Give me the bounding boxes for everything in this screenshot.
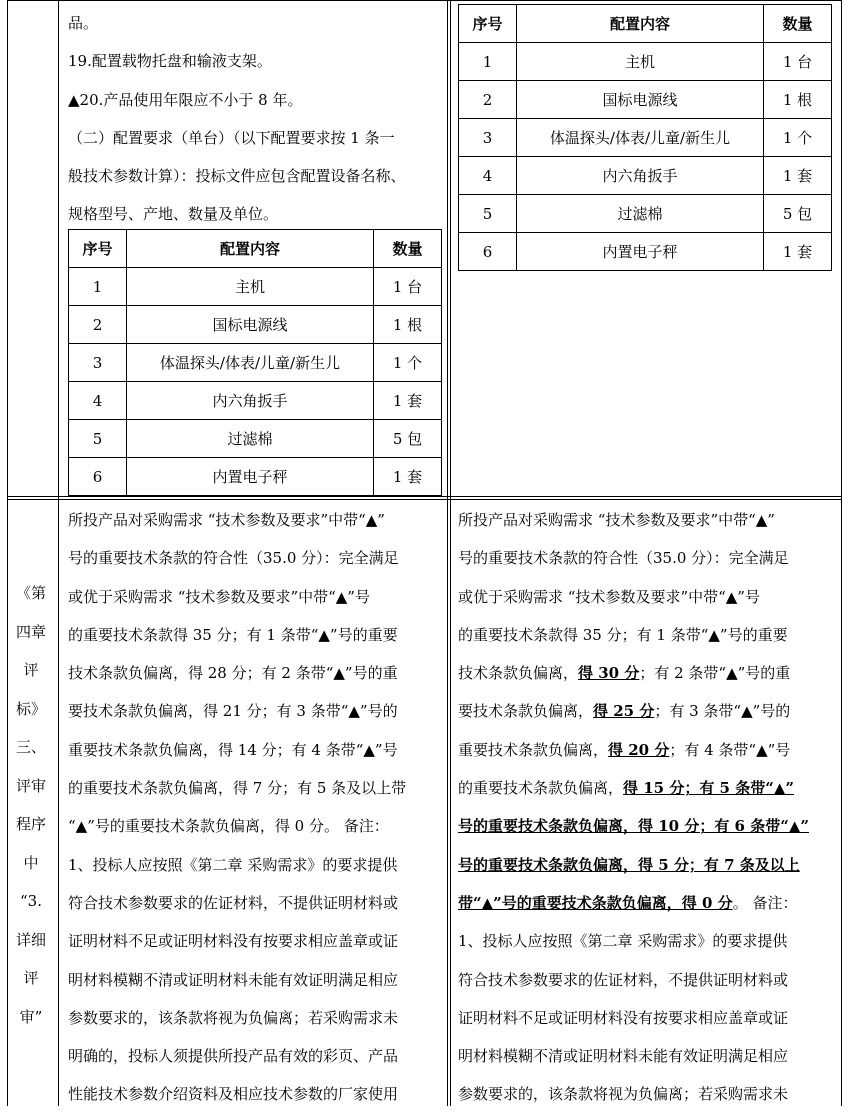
config-table-right — [458, 4, 832, 271]
table-row — [459, 81, 832, 119]
text-line — [458, 884, 838, 922]
text-span: 的重要技术条款负偏离， — [458, 779, 624, 798]
cell-qty: 5 包 — [764, 195, 832, 233]
cell-qty: 1 套 — [764, 233, 832, 271]
table-row — [69, 458, 442, 496]
text-span: ；有 2 条带“▲”号的重 — [639, 664, 791, 683]
text-line: 的重要技术条款得 35 分；有 1 条带“▲”号的重要 — [458, 625, 788, 644]
row-header-line: 标》 — [15, 699, 46, 718]
row-header-line: 评 — [23, 661, 39, 679]
row-header-line: 评审 — [15, 776, 46, 795]
text-span: 技术条款负偏离， — [458, 664, 579, 683]
cell-content: 内置电子秤 — [517, 233, 764, 271]
text-line: 1、投标人应按照《第二章 采购需求》的要求提供 — [68, 855, 398, 874]
row-header-line: 中 — [23, 853, 39, 872]
text-line: 技术条款负偏离，得 28 分；有 2 条带“▲”号的重 — [68, 664, 398, 683]
text-line: 所投产品对采购需求 “技术参数及要求”中带“▲” — [68, 511, 385, 529]
modified-clause: 带“▲”号的重要技术条款负偏离，得 0 分 — [458, 893, 733, 912]
text-line: 要技术条款负偏离，得 21 分；有 3 条带“▲”号的 — [68, 702, 398, 721]
table-row-divider-2 — [7, 499, 842, 500]
header-index: 序号 — [459, 5, 517, 43]
table-row — [459, 195, 832, 233]
table-header-row — [69, 230, 442, 268]
text-line: 明材料模糊不清或证明材料未能有效证明满足相应 — [458, 1047, 789, 1066]
table-row — [69, 420, 442, 458]
cell-index: 4 — [459, 157, 517, 195]
cell-index: 3 — [459, 119, 517, 157]
table-row — [459, 43, 832, 81]
cell-qty: 1 台 — [374, 268, 442, 306]
table-row — [69, 382, 442, 420]
cell-qty: 1 套 — [374, 382, 442, 420]
cell-index: 3 — [69, 344, 127, 382]
table-row — [69, 306, 442, 344]
cell-content: 体温探头/体表/儿童/新生儿 — [127, 344, 374, 382]
text-line — [458, 692, 838, 730]
config-table-left — [68, 229, 442, 496]
table-row — [459, 157, 832, 195]
text-line: 性能技术参数介绍资料及相应技术参数的厂家使用 — [68, 1085, 399, 1104]
row-header-line: 程序 — [15, 815, 46, 833]
text-line: 或优于采购需求 “技术参数及要求”中带“▲”号 — [68, 587, 370, 606]
cell-index: 5 — [69, 420, 127, 458]
text-line: 般技术参数计算）：投标文件应包含配置设备名称、 — [68, 167, 406, 186]
text-line: 证明材料不足或证明材料没有按要求相应盖章或证 — [68, 932, 399, 951]
text-line: 号的重要技术条款的符合性（35.0 分）：完全满足 — [458, 549, 789, 568]
row-header — [7, 574, 55, 1036]
row-header-line: “3. — [20, 892, 42, 910]
text-span: ；有 3 条带“▲”号的 — [654, 702, 791, 721]
row-header-line: 三、 — [15, 738, 46, 756]
top-left-cell — [68, 4, 444, 234]
cell-content: 体温探头/体表/儿童/新生儿 — [517, 119, 764, 157]
cell-qty: 1 根 — [764, 81, 832, 119]
table-border-col1 — [58, 0, 59, 1106]
cell-index: 4 — [69, 382, 127, 420]
row-header-line: 《第 — [15, 584, 46, 602]
text-line: 参数要求的，该条款将视为负偏离；若采购需求未 — [68, 1008, 399, 1027]
cell-index: 2 — [69, 306, 127, 344]
table-border-col2b — [450, 0, 451, 1106]
text-span: ；有 4 条带“▲”号 — [669, 740, 791, 759]
cell-content: 主机 — [517, 43, 764, 81]
text-line: 重要技术条款负偏离，得 14 分；有 4 条带“▲”号 — [68, 740, 398, 759]
text-span: 重要技术条款负偏离， — [458, 740, 609, 759]
modified-score: 得 20 分 — [608, 740, 670, 759]
mid-left-cell — [68, 501, 444, 1114]
cell-content: 内置电子秤 — [127, 458, 374, 496]
cell-content: 国标电源线 — [517, 81, 764, 119]
text-line: 1、投标人应按照《第二章 采购需求》的要求提供 — [458, 932, 788, 951]
table-row — [459, 119, 832, 157]
cell-index: 2 — [459, 81, 517, 119]
modified-clause: 号的重要技术条款负偏离，得 5 分；有 7 条及以上 — [458, 855, 800, 874]
cell-qty: 1 套 — [764, 157, 832, 195]
text-line — [458, 731, 838, 769]
row-header-line: 详细 — [15, 930, 46, 949]
text-line — [458, 769, 838, 807]
modified-clause: 号的重要技术条款负偏离，得 10 分；有 6 条带“▲” — [458, 817, 809, 836]
text-line: 符合技术参数要求的佐证材料，不提供证明材料或 — [68, 893, 399, 912]
cell-qty: 1 套 — [374, 458, 442, 496]
cell-index: 5 — [459, 195, 517, 233]
text-line: 的重要技术条款负偏离，得 7 分；有 5 条及以上带 — [68, 779, 407, 798]
cell-qty: 1 个 — [374, 344, 442, 382]
cell-index: 6 — [69, 458, 127, 496]
text-line: 19.配置载物托盘和输液支架。 — [68, 52, 272, 71]
cell-content: 过滤棉 — [517, 195, 764, 233]
cell-content: 国标电源线 — [127, 306, 374, 344]
cell-qty: 1 个 — [764, 119, 832, 157]
cell-index: 6 — [459, 233, 517, 271]
row-header-line: 评 — [23, 969, 39, 987]
text-line: （二）配置要求（单台）（以下配置要求按 1 条一 — [68, 128, 395, 147]
cell-content: 内六角扳手 — [517, 157, 764, 195]
cell-content: 主机 — [127, 268, 374, 306]
modified-clause: 得 15 分；有 5 条带“▲” — [623, 779, 795, 798]
text-span: 要技术条款负偏离， — [458, 702, 594, 721]
table-border-right — [841, 0, 842, 1106]
text-line: ▲20.产品使用年限应不小于 8 年。 — [68, 90, 303, 109]
text-line: “▲”号的重要技术条款负偏离，得 0 分。 备注： — [68, 817, 389, 836]
text-line — [458, 654, 838, 692]
table-header-row — [459, 5, 832, 43]
row-header-line: 审” — [19, 1007, 43, 1026]
text-line: 规格型号、产地、数量及单位。 — [68, 205, 279, 224]
cell-content: 过滤棉 — [127, 420, 374, 458]
modified-score: 得 30 分 — [578, 664, 640, 683]
cell-qty: 5 包 — [374, 420, 442, 458]
table-row — [69, 268, 442, 306]
cell-qty: 1 台 — [764, 43, 832, 81]
row-header-line: 四章 — [15, 622, 46, 641]
table-row-divider — [7, 496, 842, 497]
text-span: 。 备注： — [732, 893, 798, 912]
table-border-col2a — [447, 0, 448, 1106]
text-line: 品。 — [68, 14, 99, 32]
text-line: 明材料模糊不清或证明材料未能有效证明满足相应 — [68, 970, 399, 989]
text-line: 参数要求的，该条款将视为负偏离；若采购需求未 — [458, 1085, 789, 1104]
header-content: 配置内容 — [517, 5, 764, 43]
header-index: 序号 — [69, 230, 127, 268]
modified-score: 得 25 分 — [593, 702, 655, 721]
table-row — [459, 233, 832, 271]
text-line: 号的重要技术条款的符合性（35.0 分）：完全满足 — [68, 549, 399, 568]
cell-index: 1 — [69, 268, 127, 306]
header-qty: 数量 — [764, 5, 832, 43]
text-line: 符合技术参数要求的佐证材料，不提供证明材料或 — [458, 970, 789, 989]
text-line: 证明材料不足或证明材料没有按要求相应盖章或证 — [458, 1008, 789, 1027]
cell-content: 内六角扳手 — [127, 382, 374, 420]
mid-right-cell — [458, 501, 838, 1114]
text-line: 明确的，投标人须提供所投产品有效的彩页、产品 — [68, 1047, 399, 1066]
header-content: 配置内容 — [127, 230, 374, 268]
text-line: 的重要技术条款得 35 分；有 1 条带“▲”号的重要 — [68, 625, 398, 644]
table-row — [69, 344, 442, 382]
table-border-top — [7, 0, 842, 1]
header-qty: 数量 — [374, 230, 442, 268]
text-line: 或优于采购需求 “技术参数及要求”中带“▲”号 — [458, 587, 760, 606]
text-line: 所投产品对采购需求 “技术参数及要求”中带“▲” — [458, 511, 775, 529]
cell-qty: 1 根 — [374, 306, 442, 344]
cell-index: 1 — [459, 43, 517, 81]
